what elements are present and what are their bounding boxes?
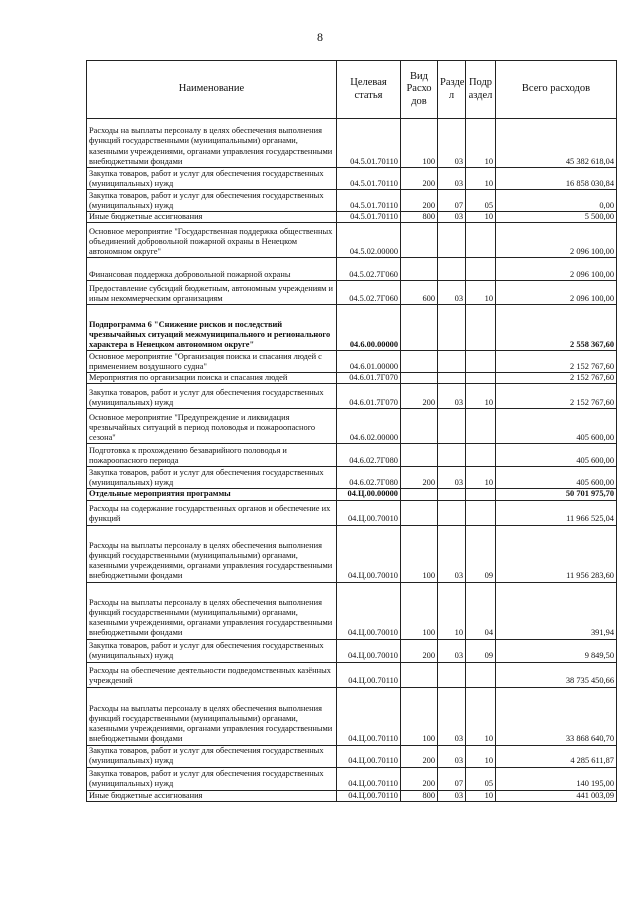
cell-total: 405 600,00	[496, 444, 617, 467]
table-row	[87, 119, 617, 168]
cell-expense-type: 200	[401, 190, 438, 212]
cell-subsection	[466, 409, 496, 444]
cell-target-article: 04.5.01.70110	[337, 119, 401, 168]
cell-target-article: 04.Ц.00.70110	[337, 790, 401, 801]
cell-subsection: 05	[466, 767, 496, 790]
cell-subsection: 10	[466, 790, 496, 801]
cell-total: 9 849,50	[496, 639, 617, 662]
cell-total: 2 152 767,60	[496, 373, 617, 384]
table-row	[87, 305, 617, 351]
cell-name: Закупка товаров, работ и услуг для обеспечения государственных (муниципальных) нужд	[87, 168, 337, 190]
header-row	[87, 61, 617, 119]
cell-target-article: 04.Ц.00.00000	[337, 489, 401, 500]
table-row	[87, 687, 617, 745]
cell-target-article: 04.5.01.70110	[337, 190, 401, 212]
table-row	[87, 662, 617, 687]
cell-expense-type: 200	[401, 168, 438, 190]
table-row	[87, 790, 617, 801]
cell-section: 03	[438, 212, 466, 223]
cell-section	[438, 444, 466, 467]
cell-target-article: 04.5.02.7Г060	[337, 258, 401, 281]
cell-target-article: 04.6.02.00000	[337, 409, 401, 444]
cell-subsection: 10	[466, 212, 496, 223]
cell-subsection: 10	[466, 745, 496, 767]
cell-section: 03	[438, 168, 466, 190]
cell-section	[438, 223, 466, 258]
cell-target-article: 04.5.02.7Г060	[337, 281, 401, 305]
cell-expense-type: 200	[401, 767, 438, 790]
cell-section	[438, 258, 466, 281]
cell-subsection: 10	[466, 467, 496, 489]
table-row	[87, 500, 617, 525]
cell-subsection	[466, 258, 496, 281]
cell-expense-type	[401, 351, 438, 373]
table-row	[87, 281, 617, 305]
cell-subsection	[466, 223, 496, 258]
cell-target-article: 04.Ц.00.70010	[337, 500, 401, 525]
cell-subsection	[466, 444, 496, 467]
cell-expense-type	[401, 500, 438, 525]
cell-subsection: 10	[466, 119, 496, 168]
table-row	[87, 745, 617, 767]
table-row	[87, 223, 617, 258]
cell-subsection: 10	[466, 168, 496, 190]
cell-name: Закупка товаров, работ и услуг для обеспечения государственных (муниципальных) нужд	[87, 745, 337, 767]
cell-section: 03	[438, 384, 466, 409]
cell-total: 11 956 283,60	[496, 525, 617, 582]
cell-section	[438, 662, 466, 687]
cell-name: Основное мероприятие "Государственная поддержка общественных объединений добровольной пожарной охраны в Ненецком автономном округе"	[87, 223, 337, 258]
cell-total: 140 195,00	[496, 767, 617, 790]
cell-expense-type: 100	[401, 687, 438, 745]
header-expense-type: Вид Расхо дов	[401, 61, 438, 119]
cell-expense-type: 200	[401, 745, 438, 767]
cell-subsection: 04	[466, 582, 496, 639]
cell-target-article: 04.5.02.00000	[337, 223, 401, 258]
cell-target-article: 04.Ц.00.70010	[337, 639, 401, 662]
header-total: Всего расходов	[496, 61, 617, 119]
table-row	[87, 767, 617, 790]
cell-name: Расходы на обеспечение деятельности подведомственных казённых учреждений	[87, 662, 337, 687]
table-row	[87, 582, 617, 639]
cell-section	[438, 305, 466, 351]
page-number: 8	[317, 30, 323, 44]
cell-total: 441 003,09	[496, 790, 617, 801]
cell-total: 16 858 030,84	[496, 168, 617, 190]
table-row	[87, 525, 617, 582]
cell-total: 33 868 640,70	[496, 687, 617, 745]
cell-name: Расходы на выплаты персоналу в целях обеспечения выполнения функций государственными (муниципальными) органами, казенными учреждениями, органами управления государственными внебюджетными фондами	[87, 119, 337, 168]
header-name: Наименование	[87, 61, 337, 119]
cell-subsection: 10	[466, 281, 496, 305]
cell-section: 03	[438, 790, 466, 801]
cell-total: 11 966 525,04	[496, 500, 617, 525]
cell-total: 2 152 767,60	[496, 351, 617, 373]
cell-section: 10	[438, 582, 466, 639]
cell-target-article: 04.Ц.00.70110	[337, 687, 401, 745]
cell-section	[438, 409, 466, 444]
cell-expense-type: 200	[401, 384, 438, 409]
table-row	[87, 168, 617, 190]
cell-section: 03	[438, 525, 466, 582]
header-section: Разде л	[438, 61, 466, 119]
cell-name: Расходы на выплаты персоналу в целях обеспечения выполнения функций государственными (муниципальными) органами, казенными учреждениями, органами управления государственными внебюджетными фондами	[87, 525, 337, 582]
cell-name: Основное мероприятие "Предупреждение и ликвидация чрезвычайных ситуаций в период половодья и пожароопасного сезона"	[87, 409, 337, 444]
cell-expense-type	[401, 373, 438, 384]
cell-section	[438, 351, 466, 373]
header-target-article: Целевая статья	[337, 61, 401, 119]
cell-target-article: 04.6.00.00000	[337, 305, 401, 351]
cell-target-article: 04.Ц.00.70010	[337, 582, 401, 639]
cell-total: 2 096 100,00	[496, 223, 617, 258]
cell-total: 405 600,00	[496, 467, 617, 489]
header-subsection: Подр аздел	[466, 61, 496, 119]
table-row	[87, 444, 617, 467]
cell-total: 2 152 767,60	[496, 384, 617, 409]
cell-expense-type	[401, 662, 438, 687]
cell-name: Закупка товаров, работ и услуг для обеспечения государственных (муниципальных) нужд	[87, 767, 337, 790]
cell-expense-type: 800	[401, 212, 438, 223]
cell-total: 5 500,00	[496, 212, 617, 223]
cell-section: 03	[438, 281, 466, 305]
cell-expense-type: 100	[401, 119, 438, 168]
cell-target-article: 04.5.01.70110	[337, 212, 401, 223]
cell-expense-type	[401, 409, 438, 444]
cell-total: 2 558 367,60	[496, 305, 617, 351]
cell-total: 2 096 100,00	[496, 258, 617, 281]
cell-section: 03	[438, 639, 466, 662]
cell-subsection	[466, 373, 496, 384]
cell-target-article: 04.6.01.00000	[337, 351, 401, 373]
cell-section	[438, 500, 466, 525]
cell-target-article: 04.Ц.00.70110	[337, 767, 401, 790]
cell-section	[438, 373, 466, 384]
cell-expense-type: 800	[401, 790, 438, 801]
cell-total: 2 096 100,00	[496, 281, 617, 305]
cell-target-article: 04.6.02.7Г080	[337, 444, 401, 467]
cell-name: Иные бюджетные ассигнования	[87, 212, 337, 223]
cell-name: Финансовая поддержка добровольной пожарной охраны	[87, 258, 337, 281]
table-row	[87, 190, 617, 212]
cell-expense-type	[401, 258, 438, 281]
cell-target-article: 04.Ц.00.70110	[337, 662, 401, 687]
cell-subsection	[466, 500, 496, 525]
cell-name: Подготовка к прохождению безаварийного половодья и пожароопасного периода	[87, 444, 337, 467]
table-row	[87, 212, 617, 223]
cell-expense-type	[401, 444, 438, 467]
cell-total: 0,00	[496, 190, 617, 212]
table-row	[87, 489, 617, 500]
table-row	[87, 409, 617, 444]
cell-subsection	[466, 351, 496, 373]
cell-total: 50 701 975,70	[496, 489, 617, 500]
cell-expense-type: 200	[401, 467, 438, 489]
cell-total: 45 382 618,04	[496, 119, 617, 168]
cell-target-article: 04.6.01.7Г070	[337, 384, 401, 409]
cell-expense-type	[401, 489, 438, 500]
cell-section: 07	[438, 190, 466, 212]
cell-section: 03	[438, 687, 466, 745]
cell-target-article: 04.5.01.70110	[337, 168, 401, 190]
cell-target-article: 04.6.01.7Г070	[337, 373, 401, 384]
budget-table	[86, 60, 617, 802]
cell-section: 03	[438, 745, 466, 767]
cell-total: 405 600,00	[496, 409, 617, 444]
cell-subsection: 10	[466, 384, 496, 409]
table-row	[87, 373, 617, 384]
cell-expense-type	[401, 305, 438, 351]
table-row	[87, 351, 617, 373]
cell-name: Закупка товаров, работ и услуг для обеспечения государственных (муниципальных) нужд	[87, 384, 337, 409]
cell-section	[438, 489, 466, 500]
cell-name: Подпрограмма 6 "Снижение рисков и последствий чрезвычайных ситуаций межмуниципального и регионального характера в Ненецком автономном округе"	[87, 305, 337, 351]
cell-target-article: 04.Ц.00.70010	[337, 525, 401, 582]
cell-section: 03	[438, 119, 466, 168]
cell-expense-type: 100	[401, 582, 438, 639]
cell-name: Закупка товаров, работ и услуг для обеспечения государственных (муниципальных) нужд	[87, 190, 337, 212]
cell-total: 38 735 450,66	[496, 662, 617, 687]
table-body	[87, 119, 617, 802]
table-row	[87, 639, 617, 662]
cell-total: 4 285 611,87	[496, 745, 617, 767]
cell-subsection	[466, 489, 496, 500]
cell-expense-type: 200	[401, 639, 438, 662]
cell-expense-type: 600	[401, 281, 438, 305]
cell-name: Мероприятия по организации поиска и спасания людей	[87, 373, 337, 384]
cell-expense-type	[401, 223, 438, 258]
cell-subsection	[466, 305, 496, 351]
cell-name: Закупка товаров, работ и услуг для обеспечения государственных (муниципальных) нужд	[87, 467, 337, 489]
cell-subsection: 09	[466, 525, 496, 582]
cell-name: Отдельные мероприятия программы	[87, 489, 337, 500]
cell-name: Закупка товаров, работ и услуг для обеспечения государственных (муниципальных) нужд	[87, 639, 337, 662]
cell-name: Предоставление субсидий бюджетным, автономным учреждениям и иным некоммерческим организациям	[87, 281, 337, 305]
table-row	[87, 384, 617, 409]
cell-section: 03	[438, 467, 466, 489]
cell-subsection: 09	[466, 639, 496, 662]
cell-section: 07	[438, 767, 466, 790]
cell-name: Расходы на выплаты персоналу в целях обеспечения выполнения функций государственными (муниципальными) органами, казенными учреждениями, органами управления государственными внебюджетными фондами	[87, 582, 337, 639]
cell-expense-type: 100	[401, 525, 438, 582]
cell-name: Расходы на содержание государственных органов и обеспечение их функций	[87, 500, 337, 525]
cell-subsection	[466, 662, 496, 687]
cell-total: 391,94	[496, 582, 617, 639]
cell-subsection: 05	[466, 190, 496, 212]
cell-target-article: 04.6.02.7Г080	[337, 467, 401, 489]
cell-name: Иные бюджетные ассигнования	[87, 790, 337, 801]
table-row	[87, 258, 617, 281]
table-row	[87, 467, 617, 489]
cell-target-article: 04.Ц.00.70110	[337, 745, 401, 767]
cell-name: Основное мероприятие "Организация поиска и спасания людей с применением воздушного судна"	[87, 351, 337, 373]
cell-name: Расходы на выплаты персоналу в целях обеспечения выполнения функций государственными (муниципальными) органами, казенными учреждениями, органами управления государственными внебюджетными фондами	[87, 687, 337, 745]
cell-subsection: 10	[466, 687, 496, 745]
